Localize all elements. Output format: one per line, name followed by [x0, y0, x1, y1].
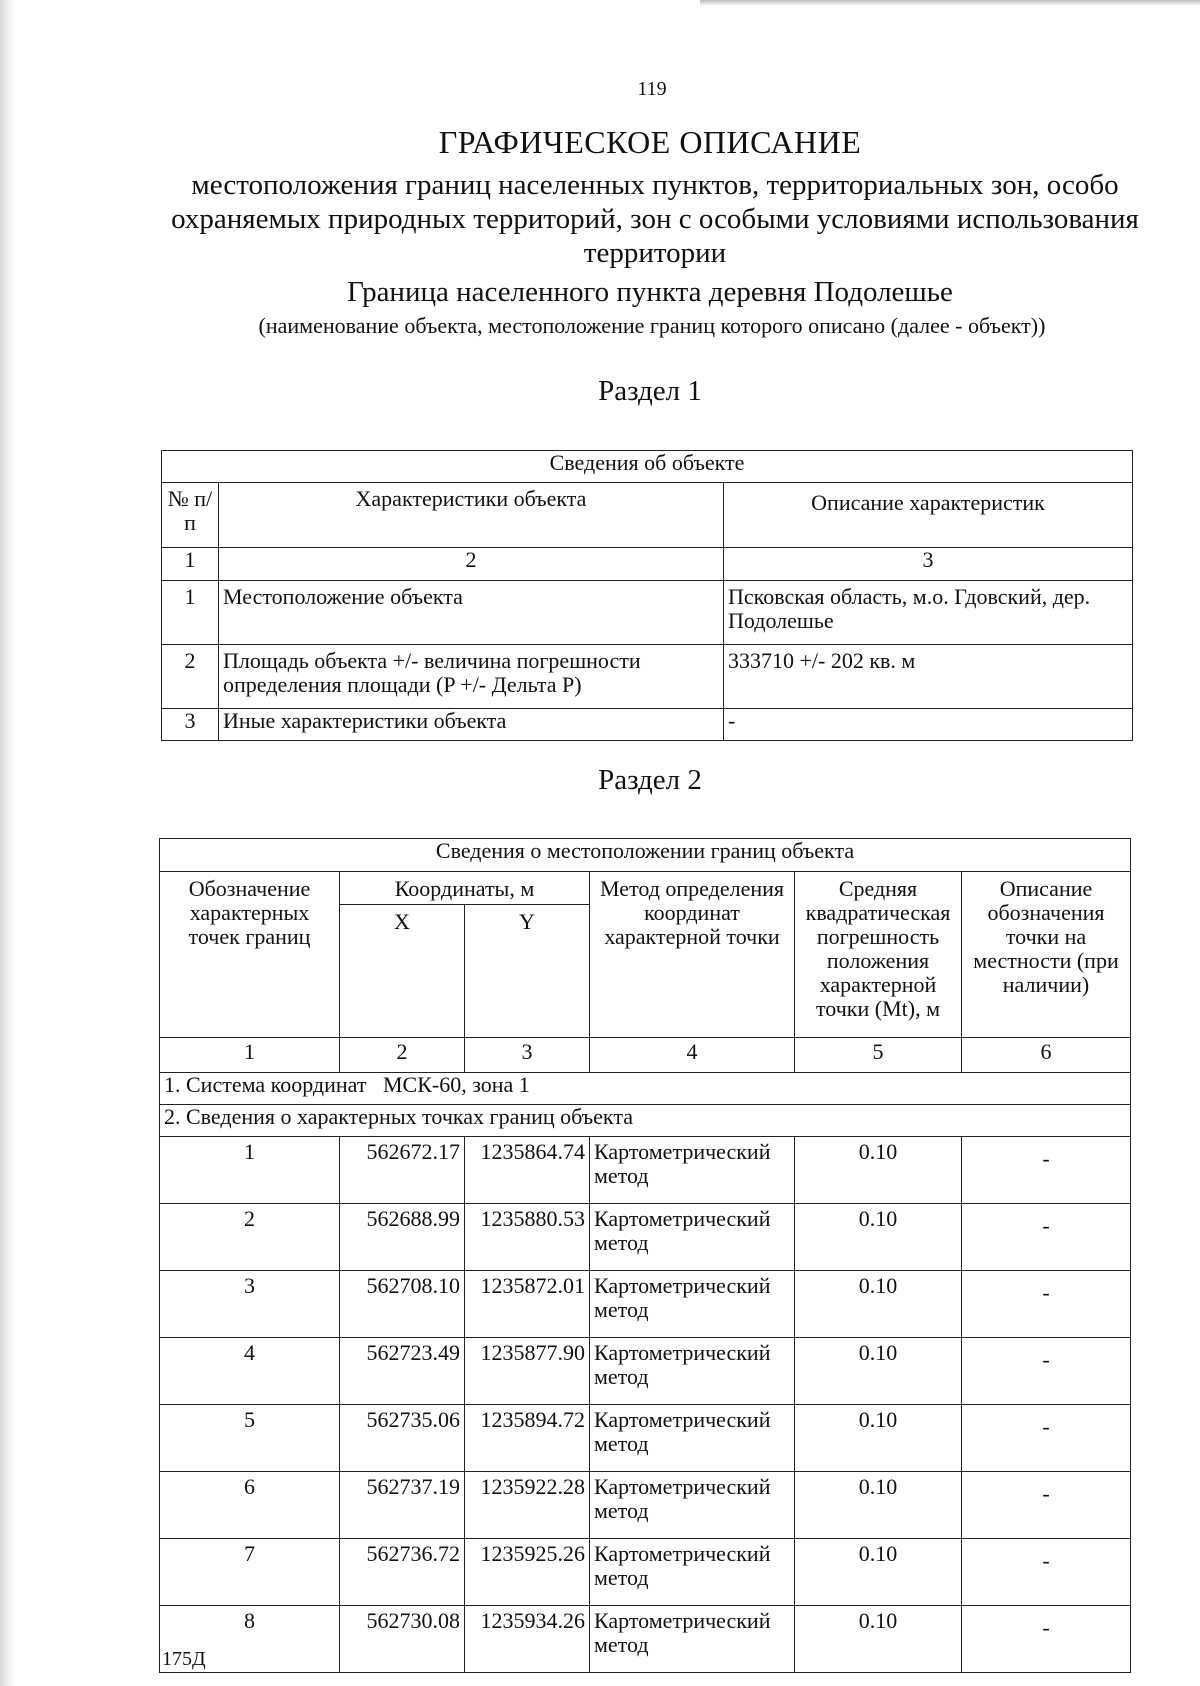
object-name-note: (наименование объекта, местоположение границ которого описано (далее - объект)) — [258, 313, 1046, 338]
page-number: 119 — [637, 78, 667, 100]
column-number: 3 — [465, 1038, 590, 1073]
point-error: 0.10 — [795, 1204, 962, 1271]
header-characteristics: Характеристики объекта — [219, 483, 724, 548]
table-row — [162, 581, 1133, 645]
point-error: 0.10 — [795, 1539, 962, 1606]
row-value: 333710 +/- 202 кв. м — [724, 645, 1133, 709]
point-description: - — [962, 1338, 1131, 1405]
points-caption-row — [160, 1105, 1131, 1137]
point-method: Картометрический метод — [590, 1137, 795, 1204]
point-description: - — [962, 1204, 1131, 1271]
object-info-table — [161, 450, 1133, 741]
point-method: Картометрический метод — [590, 1338, 795, 1405]
point-description: - — [962, 1606, 1131, 1673]
point-x: 562736.72 — [340, 1539, 465, 1606]
coordinate-system: 1. Система координат МСК-60, зона 1 — [160, 1073, 1131, 1105]
point-error: 0.10 — [795, 1472, 962, 1539]
point-x: 562723.49 — [340, 1338, 465, 1405]
header-y: Y — [465, 905, 590, 1038]
column-number-row — [160, 1038, 1131, 1073]
table-row — [160, 1137, 1131, 1204]
header-number: № п/п — [162, 483, 219, 548]
section-2-title: Раздел 2 — [598, 764, 702, 796]
point-y: 1235864.74 — [465, 1137, 590, 1204]
footer-code: 175Д — [162, 1648, 206, 1670]
point-error: 0.10 — [795, 1137, 962, 1204]
column-number: 1 — [160, 1038, 340, 1073]
point-method: Картометрический метод — [590, 1472, 795, 1539]
point-number: 3 — [160, 1271, 340, 1338]
point-error: 0.10 — [795, 1606, 962, 1673]
table-title-row — [160, 839, 1131, 872]
column-number: 5 — [795, 1038, 962, 1073]
table-title: Сведения о местоположении границ объекта — [160, 839, 1131, 872]
point-x: 562735.06 — [340, 1405, 465, 1472]
scan-edge-top — [700, 0, 1200, 6]
table-row — [160, 1338, 1131, 1405]
row-characteristic: Иные характеристики объекта — [219, 709, 724, 741]
point-number: 8 — [160, 1606, 340, 1673]
points-body — [160, 1137, 1131, 1673]
column-number: 2 — [340, 1038, 465, 1073]
header-description: Описание обозначения точки на местности (при наличии) — [962, 872, 1131, 1038]
column-number: 6 — [962, 1038, 1131, 1073]
point-method: Картометрический метод — [590, 1204, 795, 1271]
point-description: - — [962, 1405, 1131, 1472]
object-name: Граница населенного пункта деревня Подолешье — [347, 276, 953, 308]
point-number: 6 — [160, 1472, 340, 1539]
point-x: 562672.17 — [340, 1137, 465, 1204]
point-error: 0.10 — [795, 1271, 962, 1338]
row-value: - — [724, 709, 1133, 741]
section-1-title: Раздел 1 — [598, 375, 702, 407]
row-characteristic: Местоположение объекта — [219, 581, 724, 645]
table-row — [160, 1606, 1131, 1673]
point-number: 2 — [160, 1204, 340, 1271]
table-row — [160, 1405, 1131, 1472]
column-number: 1 — [162, 548, 219, 581]
scan-edge-left — [0, 0, 16, 1686]
table-row — [162, 645, 1133, 709]
point-method: Картометрический метод — [590, 1539, 795, 1606]
table-row — [160, 1271, 1131, 1338]
row-value: Псковская область, м.о. Гдовский, дер. Подолешье — [724, 581, 1133, 645]
point-number: 1 — [160, 1137, 340, 1204]
point-number: 4 — [160, 1338, 340, 1405]
point-x: 562708.10 — [340, 1271, 465, 1338]
point-error: 0.10 — [795, 1405, 962, 1472]
column-number: 4 — [590, 1038, 795, 1073]
row-number: 2 — [162, 645, 219, 709]
table-row — [160, 1204, 1131, 1271]
point-error: 0.10 — [795, 1338, 962, 1405]
coordinate-system-row — [160, 1073, 1131, 1105]
header-point: Обозначение характерных точек границ — [160, 872, 340, 1038]
point-number: 5 — [160, 1405, 340, 1472]
point-y: 1235922.28 — [465, 1472, 590, 1539]
point-y: 1235894.72 — [465, 1405, 590, 1472]
point-description: - — [962, 1539, 1131, 1606]
point-y: 1235872.01 — [465, 1271, 590, 1338]
table-title-row — [162, 451, 1133, 483]
header-error: Средняя квадратическая погрешность положения характерной точки (Mt), м — [795, 872, 962, 1038]
row-characteristic: Площадь объекта +/- величина погрешности определения площади (P +/- Дельта P) — [219, 645, 724, 709]
point-y: 1235877.90 — [465, 1338, 590, 1405]
points-caption: 2. Сведения о характерных точках границ объекта — [160, 1105, 1131, 1137]
document-subtitle: местоположения границ населенных пунктов, территориальных зон, особо охраняемых природных территорий, зон с особыми условиями использования территории — [171, 169, 1139, 269]
point-method: Картометрический метод — [590, 1271, 795, 1338]
column-number: 3 — [724, 548, 1133, 581]
document-title: ГРАФИЧЕСКОЕ ОПИСАНИЕ — [438, 124, 862, 160]
point-description: - — [962, 1271, 1131, 1338]
point-method: Картометрический метод — [590, 1405, 795, 1472]
point-y: 1235934.26 — [465, 1606, 590, 1673]
column-number: 2 — [219, 548, 724, 581]
table-header-row — [160, 872, 1131, 905]
point-x: 562688.99 — [340, 1204, 465, 1271]
point-method: Картометрический метод — [590, 1606, 795, 1673]
point-description: - — [962, 1472, 1131, 1539]
header-x: X — [340, 905, 465, 1038]
table-header-row — [162, 483, 1133, 548]
row-number: 1 — [162, 581, 219, 645]
table-row — [160, 1539, 1131, 1606]
table-row — [160, 1472, 1131, 1539]
boundary-points-table — [159, 838, 1131, 1673]
point-description: - — [962, 1137, 1131, 1204]
point-y: 1235880.53 — [465, 1204, 590, 1271]
header-coordinates: Координаты, м — [340, 872, 590, 905]
point-x: 562730.08 — [340, 1606, 465, 1673]
header-method: Метод определения координат характерной точки — [590, 872, 795, 1038]
row-number: 3 — [162, 709, 219, 741]
point-x: 562737.19 — [340, 1472, 465, 1539]
table-row — [162, 709, 1133, 741]
point-number: 7 — [160, 1539, 340, 1606]
header-description: Описание характеристик — [724, 483, 1133, 548]
column-number-row — [162, 548, 1133, 581]
point-y: 1235925.26 — [465, 1539, 590, 1606]
table-title: Сведения об объекте — [162, 451, 1133, 483]
